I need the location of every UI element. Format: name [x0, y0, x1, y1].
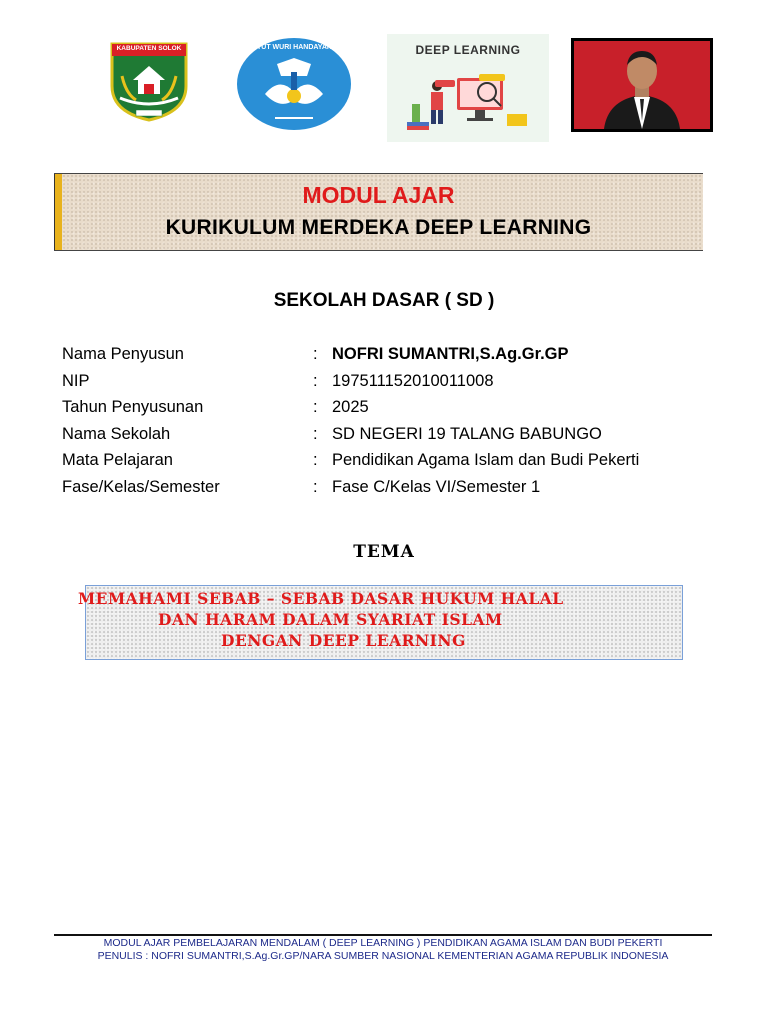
kabupaten-solok-text: KABUPATEN SOLOK — [116, 45, 182, 52]
school-level: SEKOLAH DASAR ( SD ) — [273, 290, 495, 311]
document-subtitle: KURIKULUM MERDEKA DEEP LEARNING — [165, 216, 592, 239]
deep-learning-title: DEEP LEARNING — [415, 43, 521, 57]
footer-author-line: PENULIS : NOFRI SUMANTRI,S.Ag.Gr.GP/NARA SUMBER NASIONAL KEMENTERIAN AGAMA REPUBLIK INDONESIA — [97, 950, 669, 962]
info-value: 2025 — [332, 398, 369, 417]
title-banner — [54, 173, 703, 251]
info-colon: : — [313, 371, 318, 390]
theme-line: DENGAN DEEP LEARNING — [221, 631, 466, 650]
info-colon: : — [313, 451, 318, 470]
info-value: Fase C/Kelas VI/Semester 1 — [332, 477, 541, 496]
theme-heading: TEMA — [353, 542, 415, 562]
info-colon: : — [313, 345, 318, 363]
info-label: Mata Pelajaran — [62, 451, 173, 470]
deep-learning-illustration — [387, 34, 549, 142]
info-colon: : — [313, 477, 318, 496]
footer-divider — [54, 934, 712, 936]
theme-line: MEMAHAMI SEBAB – SEBAB DASAR HUKUM HALAL — [78, 589, 564, 608]
info-value: 197511152010011008 — [332, 371, 494, 390]
info-label: Nama Penyusun — [62, 345, 184, 363]
info-label: Tahun Penyusunan — [62, 398, 204, 417]
tut-wuri-handayani-text: TUT WURI HANDAYANI — [257, 44, 334, 51]
info-value: Pendidikan Agama Islam dan Budi Pekerti — [332, 451, 640, 470]
info-label: Fase/Kelas/Semester — [62, 477, 220, 496]
info-value: SD NEGERI 19 TALANG BABUNGO — [332, 424, 602, 443]
info-value: NOFRI SUMANTRI,S.Ag.Gr.GP — [332, 345, 569, 363]
theme-box — [78, 585, 683, 660]
info-colon: : — [313, 398, 318, 417]
kabupaten-solok-logo — [108, 36, 190, 122]
tut-wuri-handayani-logo — [235, 36, 353, 132]
info-label: NIP — [62, 371, 90, 390]
theme-line: DAN HARAM DALAM SYARIAT ISLAM — [158, 610, 503, 629]
info-colon: : — [313, 424, 318, 443]
info-label: Nama Sekolah — [62, 424, 171, 443]
footer-module-line: MODUL AJAR PEMBELAJARAN MENDALAM ( DEEP LEARNING ) PENDIDIKAN AGAMA ISLAM DAN BUDI PEKERTI — [103, 937, 663, 949]
author-photo — [571, 38, 713, 132]
document-title: MODUL AJAR — [302, 182, 455, 208]
